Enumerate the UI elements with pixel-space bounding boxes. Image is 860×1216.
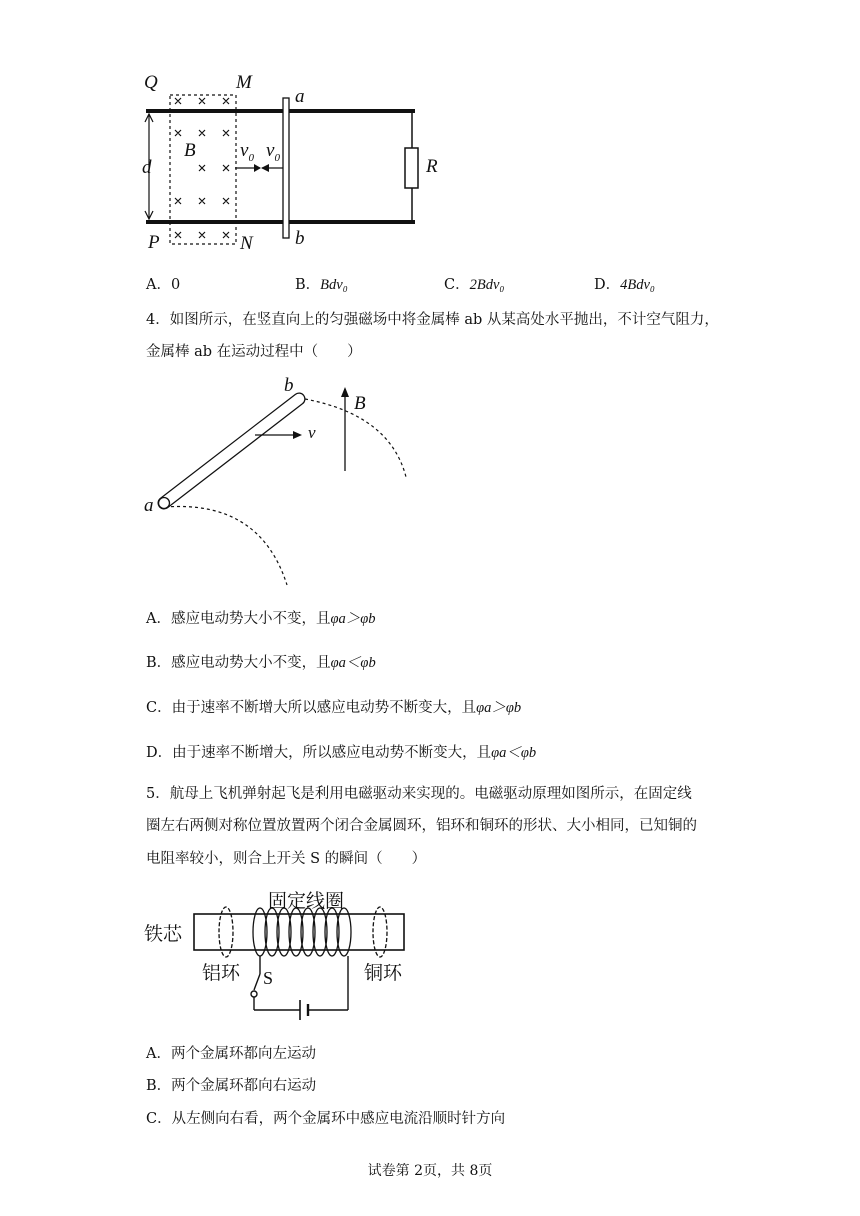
rod-end-a [159, 498, 170, 509]
q3-option-b[interactable]: B．Bdv₀ [295, 277, 348, 293]
label-Q: Q [144, 72, 158, 93]
q5-stem-line3: 电阻率较小，则合上开关 S 的瞬间（ ） [146, 851, 427, 867]
label-b: b [295, 228, 305, 249]
field-crosses [175, 98, 229, 238]
q5-option-b[interactable]: B．两个金属环都向右运动 [146, 1078, 317, 1094]
q3-option-c[interactable]: C．2Bdv₀ [444, 277, 505, 293]
label-M: M [236, 72, 252, 93]
q4-option-d[interactable]: D．由于速率不断增大，所以感应电动势不断变大，且φa＜φb [146, 745, 537, 761]
label-a: a [295, 86, 305, 107]
q4-stem-line1: 4．如图所示，在竖直向上的匀强磁场中将金属棒 ab 从某高处水平抛出，不计空气阻力， [146, 312, 719, 328]
label-P: P [148, 232, 160, 253]
fixed-coil [253, 908, 351, 956]
switch-label: S [263, 968, 274, 988]
q3-option-a[interactable]: A．0 [146, 277, 181, 293]
label-a: a [144, 495, 154, 516]
label-R: R [426, 156, 438, 177]
q5-figure [140, 882, 440, 1027]
q5-option-a[interactable]: A．两个金属环都向左运动 [146, 1046, 316, 1062]
label-d: d [142, 157, 152, 178]
label-N: N [240, 233, 253, 254]
label-b: b [284, 375, 294, 396]
q4-figure [140, 375, 420, 590]
q4-option-a[interactable]: A．感应电动势大小不变，且φa＞φb [146, 611, 376, 627]
q3-figure [140, 70, 460, 260]
q5-option-c[interactable]: C．从左侧向右看，两个金属环中感应电流沿顺时针方向 [146, 1111, 506, 1127]
q5-stem-line1: 5．航母上飞机弹射起飞是利用电磁驱动来实现的。电磁驱动原理如图所示，在固定线 [146, 786, 692, 802]
trajectory-a [165, 506, 287, 585]
q3-option-d[interactable]: D．4Bdv₀ [594, 277, 655, 293]
resistor [405, 148, 418, 188]
label-v0-right: $v_0$ [266, 140, 280, 164]
label-B: B [354, 393, 366, 414]
q4-stem-line2: 金属棒 ab 在运动过程中（ ） [146, 344, 362, 360]
rod-ab [283, 98, 289, 238]
copper-ring-label: 铜环 [364, 962, 403, 984]
q4-option-c[interactable]: C．由于速率不断增大所以感应电动势不断变大，且φa＞φb [146, 700, 522, 716]
q5-stem-line2: 圈左右两侧对称位置放置两个闭合金属圆环，铝环和铜环的形状、大小相同，已知铜的 [146, 818, 697, 834]
coil-label: 固定线圈 [268, 890, 345, 912]
label-v0-left: $v_0$ [240, 140, 254, 164]
label-v: v [308, 423, 316, 442]
q4-rod-diagram [140, 375, 420, 590]
page-footer: 试卷第 2页，共 8页 [367, 1163, 493, 1179]
label-B: B [184, 140, 196, 161]
aluminum-ring-label: 铝环 [202, 962, 241, 984]
q4-option-b[interactable]: B．感应电动势大小不变，且φa＜φb [146, 655, 376, 671]
core-label: 铁芯 [144, 923, 183, 945]
